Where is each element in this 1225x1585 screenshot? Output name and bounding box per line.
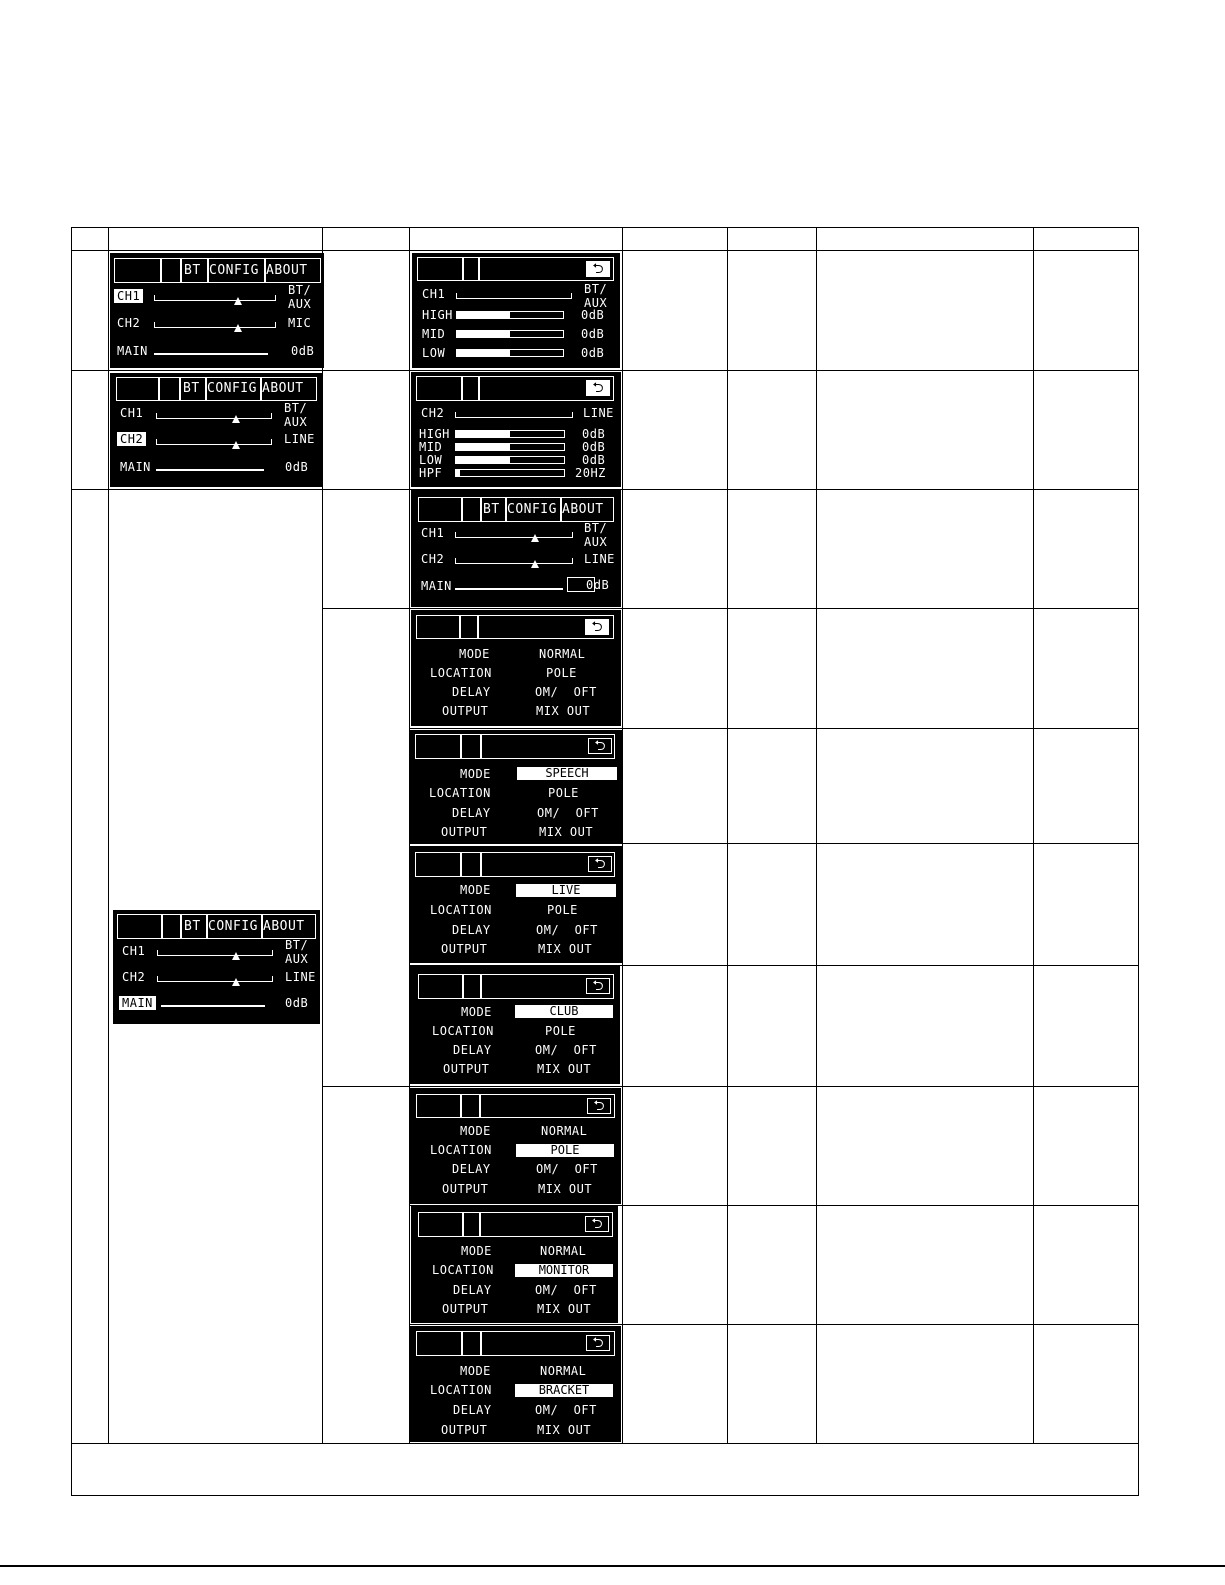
- eq-mid-value: 0dB: [581, 327, 605, 341]
- tab-config[interactable]: CONFIG: [208, 919, 258, 934]
- back-icon[interactable]: ⮌: [587, 1098, 611, 1114]
- cfg-output-value[interactable]: MIX OUT: [537, 1302, 592, 1316]
- ch1-label[interactable]: CH1: [120, 406, 144, 420]
- lcd-config-location-bracket: [410, 1326, 621, 1442]
- cfg-mode-value[interactable]: CLUB: [515, 1005, 613, 1018]
- cfg-delay-value[interactable]: OM/ OFT: [536, 1162, 598, 1176]
- cfg-location-value[interactable]: POLE: [548, 786, 579, 800]
- lcd-config-location-monitor: [411, 1206, 618, 1323]
- cfg-mode-value[interactable]: NORMAL: [539, 647, 586, 661]
- cfg-mode-label: MODE: [460, 1124, 491, 1138]
- cfg-delay-value[interactable]: OM/ OFT: [537, 806, 599, 820]
- ch2-label[interactable]: CH2: [122, 970, 146, 984]
- cfg-location-value[interactable]: MONITOR: [515, 1264, 613, 1277]
- eq-low-value: 0dB: [582, 453, 606, 467]
- cfg-output-value[interactable]: MIX OUT: [536, 704, 591, 718]
- eq-low-value: 0dB: [581, 346, 605, 360]
- ch1-source: BT/ AUX: [285, 938, 309, 966]
- ch1-source: BT/ AUX: [284, 401, 308, 429]
- lcd-ch2-eq: [411, 372, 621, 487]
- cfg-delay-value[interactable]: OM/ OFT: [535, 685, 597, 699]
- tab-config[interactable]: CONFIG: [507, 502, 557, 517]
- lcd-home-ch1-selected: [110, 253, 324, 368]
- cfg-delay-label: DELAY: [452, 806, 491, 820]
- cfg-delay-label: DELAY: [453, 1283, 492, 1297]
- eq-low-label: LOW: [422, 346, 446, 360]
- cfg-mode-label: MODE: [461, 1244, 492, 1258]
- main-level: 0dB: [285, 996, 309, 1010]
- cfg-mode-value[interactable]: SPEECH: [517, 767, 617, 780]
- ch1-label[interactable]: CH1: [114, 289, 143, 303]
- cfg-mode-label: MODE: [459, 647, 490, 661]
- lcd-home-main-edit: [411, 490, 621, 607]
- back-icon[interactable]: ⮌: [585, 619, 609, 635]
- cfg-output-label: OUTPUT: [442, 1302, 489, 1316]
- cfg-location-label: LOCATION: [430, 666, 492, 680]
- cfg-location-label: LOCATION: [430, 1383, 492, 1397]
- ch2-label[interactable]: CH2: [117, 432, 146, 446]
- ch1-label: CH1: [422, 287, 446, 301]
- cfg-mode-label: MODE: [460, 883, 491, 897]
- ch1-source: BT/ AUX: [584, 282, 608, 310]
- cfg-mode-value[interactable]: NORMAL: [540, 1364, 587, 1378]
- tab-bt[interactable]: BT: [183, 381, 200, 396]
- lcd-config-location-pole: [410, 1088, 621, 1204]
- eq-mid-label: MID: [419, 440, 443, 454]
- ch1-label[interactable]: CH1: [122, 944, 146, 958]
- back-icon[interactable]: ⮌: [585, 1216, 609, 1232]
- cfg-mode-label: MODE: [460, 767, 491, 781]
- cfg-output-label: OUTPUT: [441, 825, 488, 839]
- cfg-location-label: LOCATION: [432, 1024, 494, 1038]
- tab-bt[interactable]: BT: [184, 263, 201, 278]
- back-icon[interactable]: ⮌: [586, 978, 610, 994]
- ch1-slider[interactable]: [154, 295, 276, 301]
- main-label[interactable]: MAIN: [117, 344, 148, 358]
- cfg-output-label: OUTPUT: [441, 1423, 488, 1437]
- ch2-label[interactable]: CH2: [117, 316, 141, 330]
- ch2-source: LINE: [584, 552, 615, 566]
- cfg-location-label: LOCATION: [432, 1263, 494, 1277]
- cfg-delay-label: DELAY: [452, 685, 491, 699]
- cfg-location-value[interactable]: BRACKET: [515, 1384, 613, 1397]
- ch1-thumb[interactable]: [234, 297, 242, 305]
- back-icon[interactable]: ⮌: [586, 261, 610, 277]
- eq-hpf-label: HPF: [419, 466, 443, 480]
- cfg-output-label: OUTPUT: [443, 1062, 490, 1076]
- ch2-source: LINE: [284, 432, 315, 446]
- cfg-delay-value[interactable]: OM/ OFT: [536, 923, 598, 937]
- tab-config[interactable]: CONFIG: [207, 381, 257, 396]
- eq-low-bar[interactable]: [456, 349, 564, 357]
- lcd-config-mode-speech: [410, 730, 622, 843]
- eq-high-label: HIGH: [422, 308, 453, 322]
- lcd-home-main-selected: [113, 910, 320, 1024]
- cfg-output-value[interactable]: MIX OUT: [537, 1062, 592, 1076]
- ch1-label[interactable]: CH1: [421, 526, 445, 540]
- eq-mid-value: 0dB: [582, 440, 606, 454]
- cfg-output-value[interactable]: MIX OUT: [538, 1182, 593, 1196]
- back-icon[interactable]: ⮌: [588, 738, 612, 754]
- cfg-delay-value[interactable]: OM/ OFT: [535, 1043, 597, 1057]
- eq-hpf-value: 20HZ: [575, 466, 606, 480]
- cfg-output-value[interactable]: MIX OUT: [538, 942, 593, 956]
- ch2-label: CH2: [421, 406, 445, 420]
- back-icon[interactable]: ⮌: [586, 380, 610, 396]
- lcd-config-mode-club: [410, 966, 620, 1084]
- ch2-thumb[interactable]: [234, 324, 242, 332]
- eq-high-value: 0dB: [581, 308, 605, 322]
- cfg-location-label: LOCATION: [429, 786, 491, 800]
- cfg-location-label: LOCATION: [430, 903, 492, 917]
- cfg-output-label: OUTPUT: [442, 704, 489, 718]
- ch2-source: LINE: [583, 406, 614, 420]
- tab-about[interactable]: ABOUT: [562, 502, 604, 517]
- eq-mid-label: MID: [422, 327, 446, 341]
- ch2-source: LINE: [285, 970, 316, 984]
- cfg-location-value[interactable]: POLE: [516, 1144, 614, 1157]
- cfg-output-label: OUTPUT: [441, 942, 488, 956]
- cfg-output-value[interactable]: MIX OUT: [537, 1423, 592, 1437]
- main-level: 0dB: [291, 344, 315, 358]
- cfg-mode-label: MODE: [461, 1005, 492, 1019]
- cfg-output-value[interactable]: MIX OUT: [539, 825, 594, 839]
- cfg-delay-label: DELAY: [452, 923, 491, 937]
- cfg-output-label: OUTPUT: [442, 1182, 489, 1196]
- main-label[interactable]: MAIN: [120, 460, 151, 474]
- cfg-delay-label: DELAY: [453, 1403, 492, 1417]
- back-icon[interactable]: ⮌: [588, 856, 612, 872]
- cfg-location-value[interactable]: POLE: [547, 903, 578, 917]
- ch1-source: BT/ AUX: [584, 521, 608, 549]
- cfg-mode-value[interactable]: NORMAL: [541, 1124, 588, 1138]
- tab-bt[interactable]: BT: [184, 919, 201, 934]
- eq-high-value: 0dB: [582, 427, 606, 441]
- main-label[interactable]: MAIN: [119, 996, 156, 1010]
- lcd-config-mode-live: [410, 846, 622, 963]
- cfg-location-value[interactable]: POLE: [545, 1024, 576, 1038]
- lcd-ch1-eq: [412, 253, 620, 368]
- cfg-location-value[interactable]: POLE: [546, 666, 577, 680]
- ch2-source: MIC: [288, 316, 312, 330]
- back-icon[interactable]: ⮌: [586, 1335, 610, 1351]
- eq-high-bar[interactable]: [456, 311, 564, 319]
- ch1-source: BT/ AUX: [288, 283, 312, 311]
- eq-low-label: LOW: [419, 453, 443, 467]
- main-level: 0dB: [586, 578, 610, 592]
- tab-config[interactable]: CONFIG: [209, 263, 259, 278]
- cfg-delay-label: DELAY: [452, 1162, 491, 1176]
- ch2-label[interactable]: CH2: [421, 552, 445, 566]
- lcd-config-default: [411, 610, 621, 726]
- cfg-mode-label: MODE: [460, 1364, 491, 1378]
- ch2-slider[interactable]: [154, 322, 276, 328]
- cfg-delay-value[interactable]: OM/ OFT: [535, 1283, 597, 1297]
- eq-high-label: HIGH: [419, 427, 450, 441]
- cfg-location-label: LOCATION: [430, 1143, 492, 1157]
- cfg-mode-value[interactable]: LIVE: [516, 884, 616, 897]
- cfg-delay-label: DELAY: [453, 1043, 492, 1057]
- lcd-home-ch2-selected: [110, 373, 322, 487]
- main-label[interactable]: MAIN: [421, 579, 452, 593]
- eq-mid-bar[interactable]: [456, 330, 564, 338]
- tab-about[interactable]: ABOUT: [262, 381, 304, 396]
- tab-bt[interactable]: BT: [483, 502, 500, 517]
- tab-about[interactable]: ABOUT: [266, 263, 308, 278]
- tab-about[interactable]: ABOUT: [263, 919, 305, 934]
- cfg-mode-value[interactable]: NORMAL: [540, 1244, 587, 1258]
- cfg-delay-value[interactable]: OM/ OFT: [535, 1403, 597, 1417]
- main-level: 0dB: [285, 460, 309, 474]
